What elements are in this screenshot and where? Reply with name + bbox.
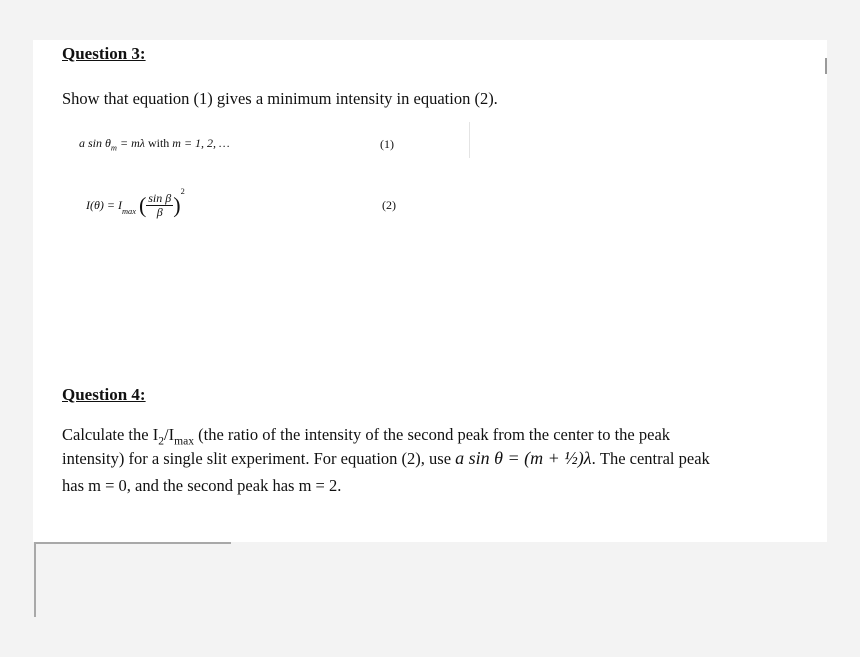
- q4-line1-sub2: max: [174, 435, 194, 448]
- eq1-lhs: a sin θ: [79, 136, 111, 150]
- eq2-lhs: I(θ) = I: [86, 197, 122, 212]
- equation-1-number: (1): [380, 137, 394, 151]
- eq2-denominator: β: [156, 204, 163, 219]
- scroll-marker: [825, 58, 827, 74]
- equation-1: [79, 136, 230, 152]
- equation-2: [86, 187, 185, 218]
- q4-line1-post: (the ratio of the intensity of the second peak from the center to the peak: [193, 425, 671, 444]
- q4-line1-mid: /I: [164, 425, 175, 444]
- eq1-rhs: m = 1, 2, …: [169, 136, 230, 150]
- equation-2-number: (2): [382, 198, 396, 212]
- question-3-prompt: Show that equation (1) gives a minimum intensity in equation (2).: [62, 89, 498, 108]
- eq2-open-paren: (: [138, 192, 147, 218]
- q4-line2-formula: a sin θ = (m + ½)λ: [455, 448, 592, 468]
- eq2-lhs-sub: max: [121, 207, 136, 216]
- eq2-close-paren: ): [173, 192, 181, 218]
- table-divider: [469, 122, 470, 158]
- q4-line1-sub1: 2: [158, 435, 164, 448]
- eq2-numerator: sin β: [148, 191, 172, 206]
- eq1-lhs-sub: m: [110, 143, 117, 153]
- question-4-line-3: has m = 0, and the second peak has m = 2.: [62, 476, 342, 495]
- question-3-heading: Question 3:: [62, 44, 146, 63]
- q4-line2-pre: intensity) for a single slit experiment. For equation (2), use: [62, 449, 456, 468]
- q4-line2-post: . The central peak: [591, 449, 710, 468]
- eq2-fraction: [146, 192, 173, 218]
- question-4-heading: Question 4:: [62, 385, 146, 404]
- eq2-power: 2: [180, 187, 185, 196]
- frame-top-edge: [34, 542, 231, 544]
- question-4-line-2: [62, 448, 710, 469]
- q4-line1-pre: Calculate the I: [62, 425, 159, 444]
- eq1-mid: = mλ: [116, 136, 148, 150]
- frame-left-edge: [34, 542, 36, 617]
- eq1-with: with: [147, 136, 170, 150]
